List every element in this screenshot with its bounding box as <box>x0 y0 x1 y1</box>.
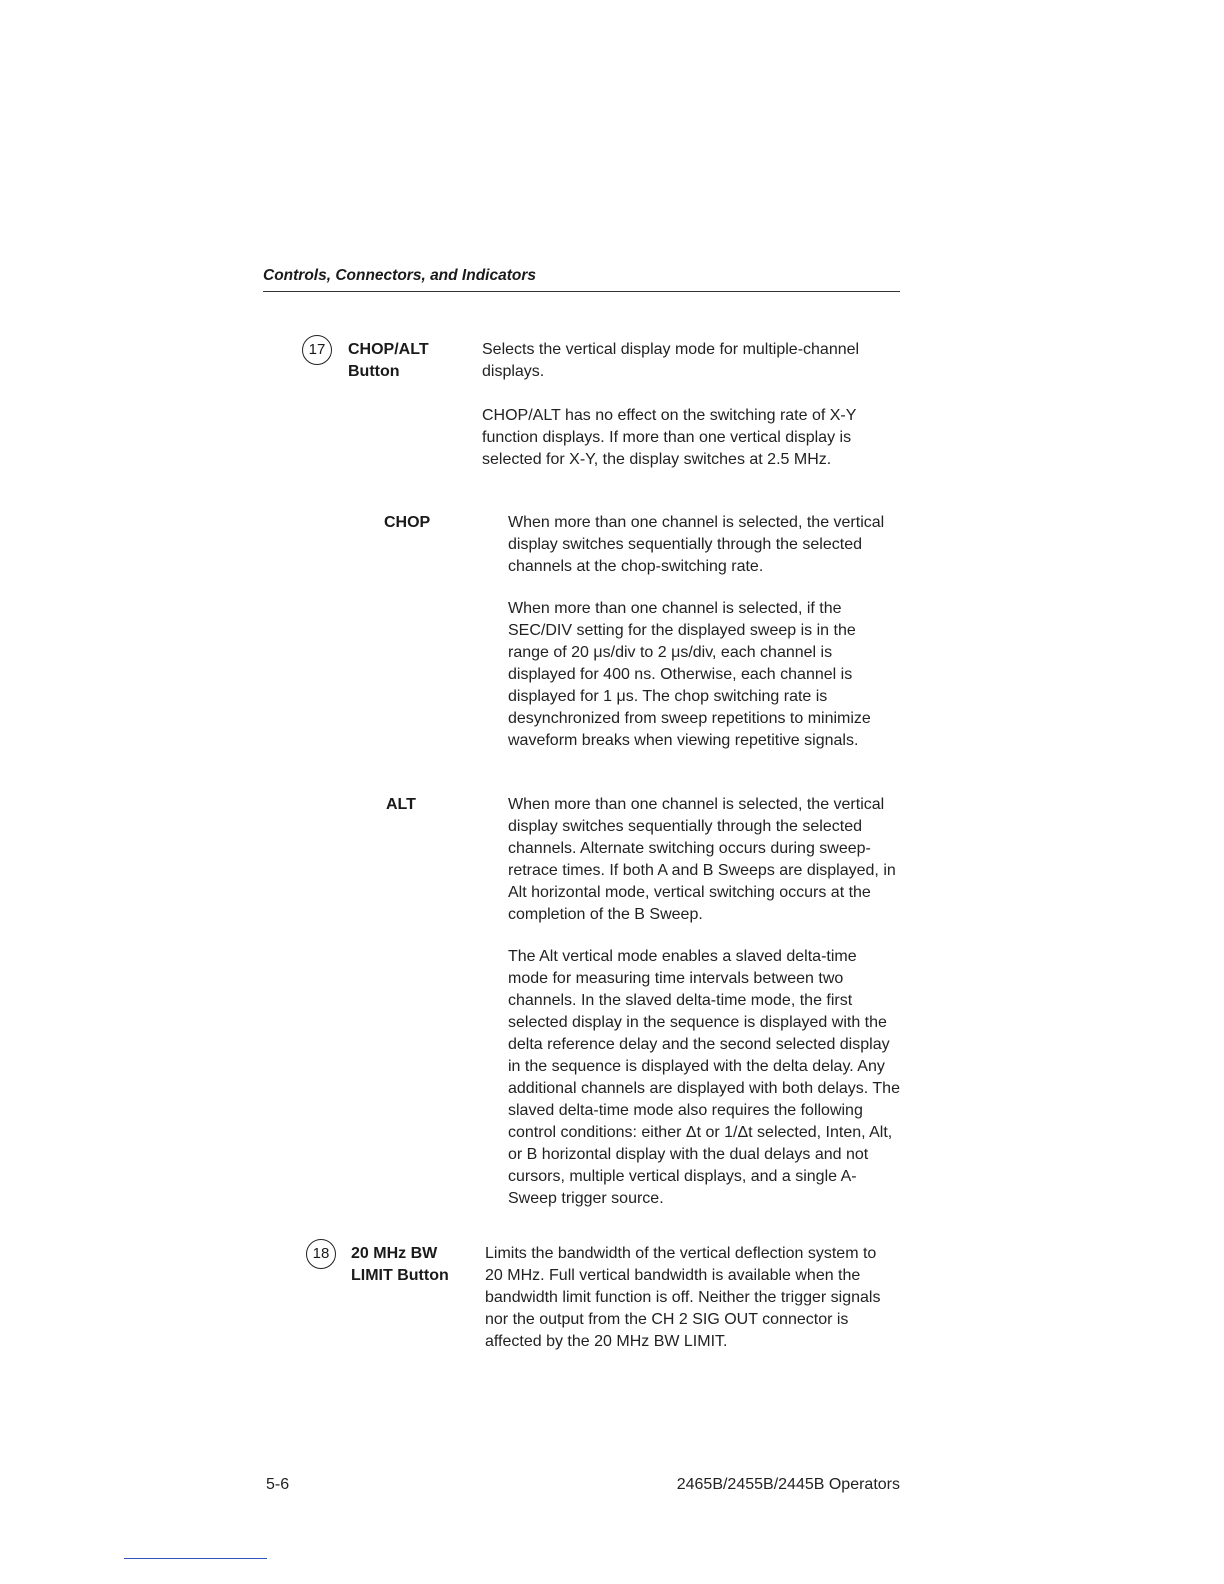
alt-label: ALT <box>386 796 416 813</box>
chop-alt-description-1: Selects the vertical display mode for multiple-channel displays. <box>482 341 860 380</box>
item-number-18: 18 <box>306 1239 336 1269</box>
chop-alt-description-2: CHOP/ALT has no effect on the switching rate of X-Y function displays. If more than one vertical display is selected for X-Y, the display switches at 2.5 MHz. <box>482 407 857 468</box>
chop-alt-label-line1: CHOP/ALT <box>348 341 429 358</box>
alt-description-2: The Alt vertical mode enables a slaved delta-time mode for measuring time intervals between two channels. In the slaved delta-time mode, the first selected display in the sequence is displayed with the delta reference delay and the second selected display in the sequence is displayed with the delta delay. Any additional channels are displayed with both delays. The slaved delta-time mode also requires the following control conditions: either Δt or 1/Δt selected, Inten, Alt, or B horizontal display with the dual delays and not cursors, multiple vertical displays, and a single A-Sweep trigger source. <box>508 948 900 1207</box>
item-number-17: 17 <box>302 335 332 365</box>
chop-label: CHOP <box>384 514 431 531</box>
product-name: 2465B/2455B/2445B Operators <box>676 1476 900 1493</box>
page-number: 5-6 <box>266 1476 290 1493</box>
chop-description-1: When more than one channel is selected, the vertical display switches sequentially through the selected channels at the chop-switching rate. <box>508 514 885 575</box>
chop-description-2: When more than one channel is selected, if the SEC/DIV setting for the displayed sweep is in the range of 20 μs/div to 2 μs/div, each channel is displayed for 400 ns. Otherwise, each channel is displayed for 1 μs. The chop switching rate is desynchronized from sweep repetitions to minimize waveform breaks when viewing repetitive signals. <box>508 600 871 749</box>
alt-description-1: When more than one channel is selected, the vertical display switches sequentially through the selected channels. Alternate switching occurs during sweep-retrace times. If both A and B Sweeps are displayed, in Alt horizontal mode, vertical switching occurs at the completion of the B Sweep. <box>508 796 896 923</box>
bw-limit-description: Limits the bandwidth of the vertical deflection system to 20 MHz. Full vertical bandwidth is available when the bandwidth limit function is off. Neither the trigger signals nor the output from the CH 2 SIG OUT connector is affected by the 20 MHz BW LIMIT. <box>485 1245 881 1350</box>
bottom-rule <box>124 1558 267 1559</box>
page-header: Controls, Connectors, and Indicators <box>263 267 900 292</box>
chop-alt-label-line2: Button <box>348 363 400 380</box>
bw-limit-label-line1: 20 MHz BW <box>351 1245 438 1262</box>
bw-limit-label-line2: LIMIT Button <box>351 1267 449 1284</box>
